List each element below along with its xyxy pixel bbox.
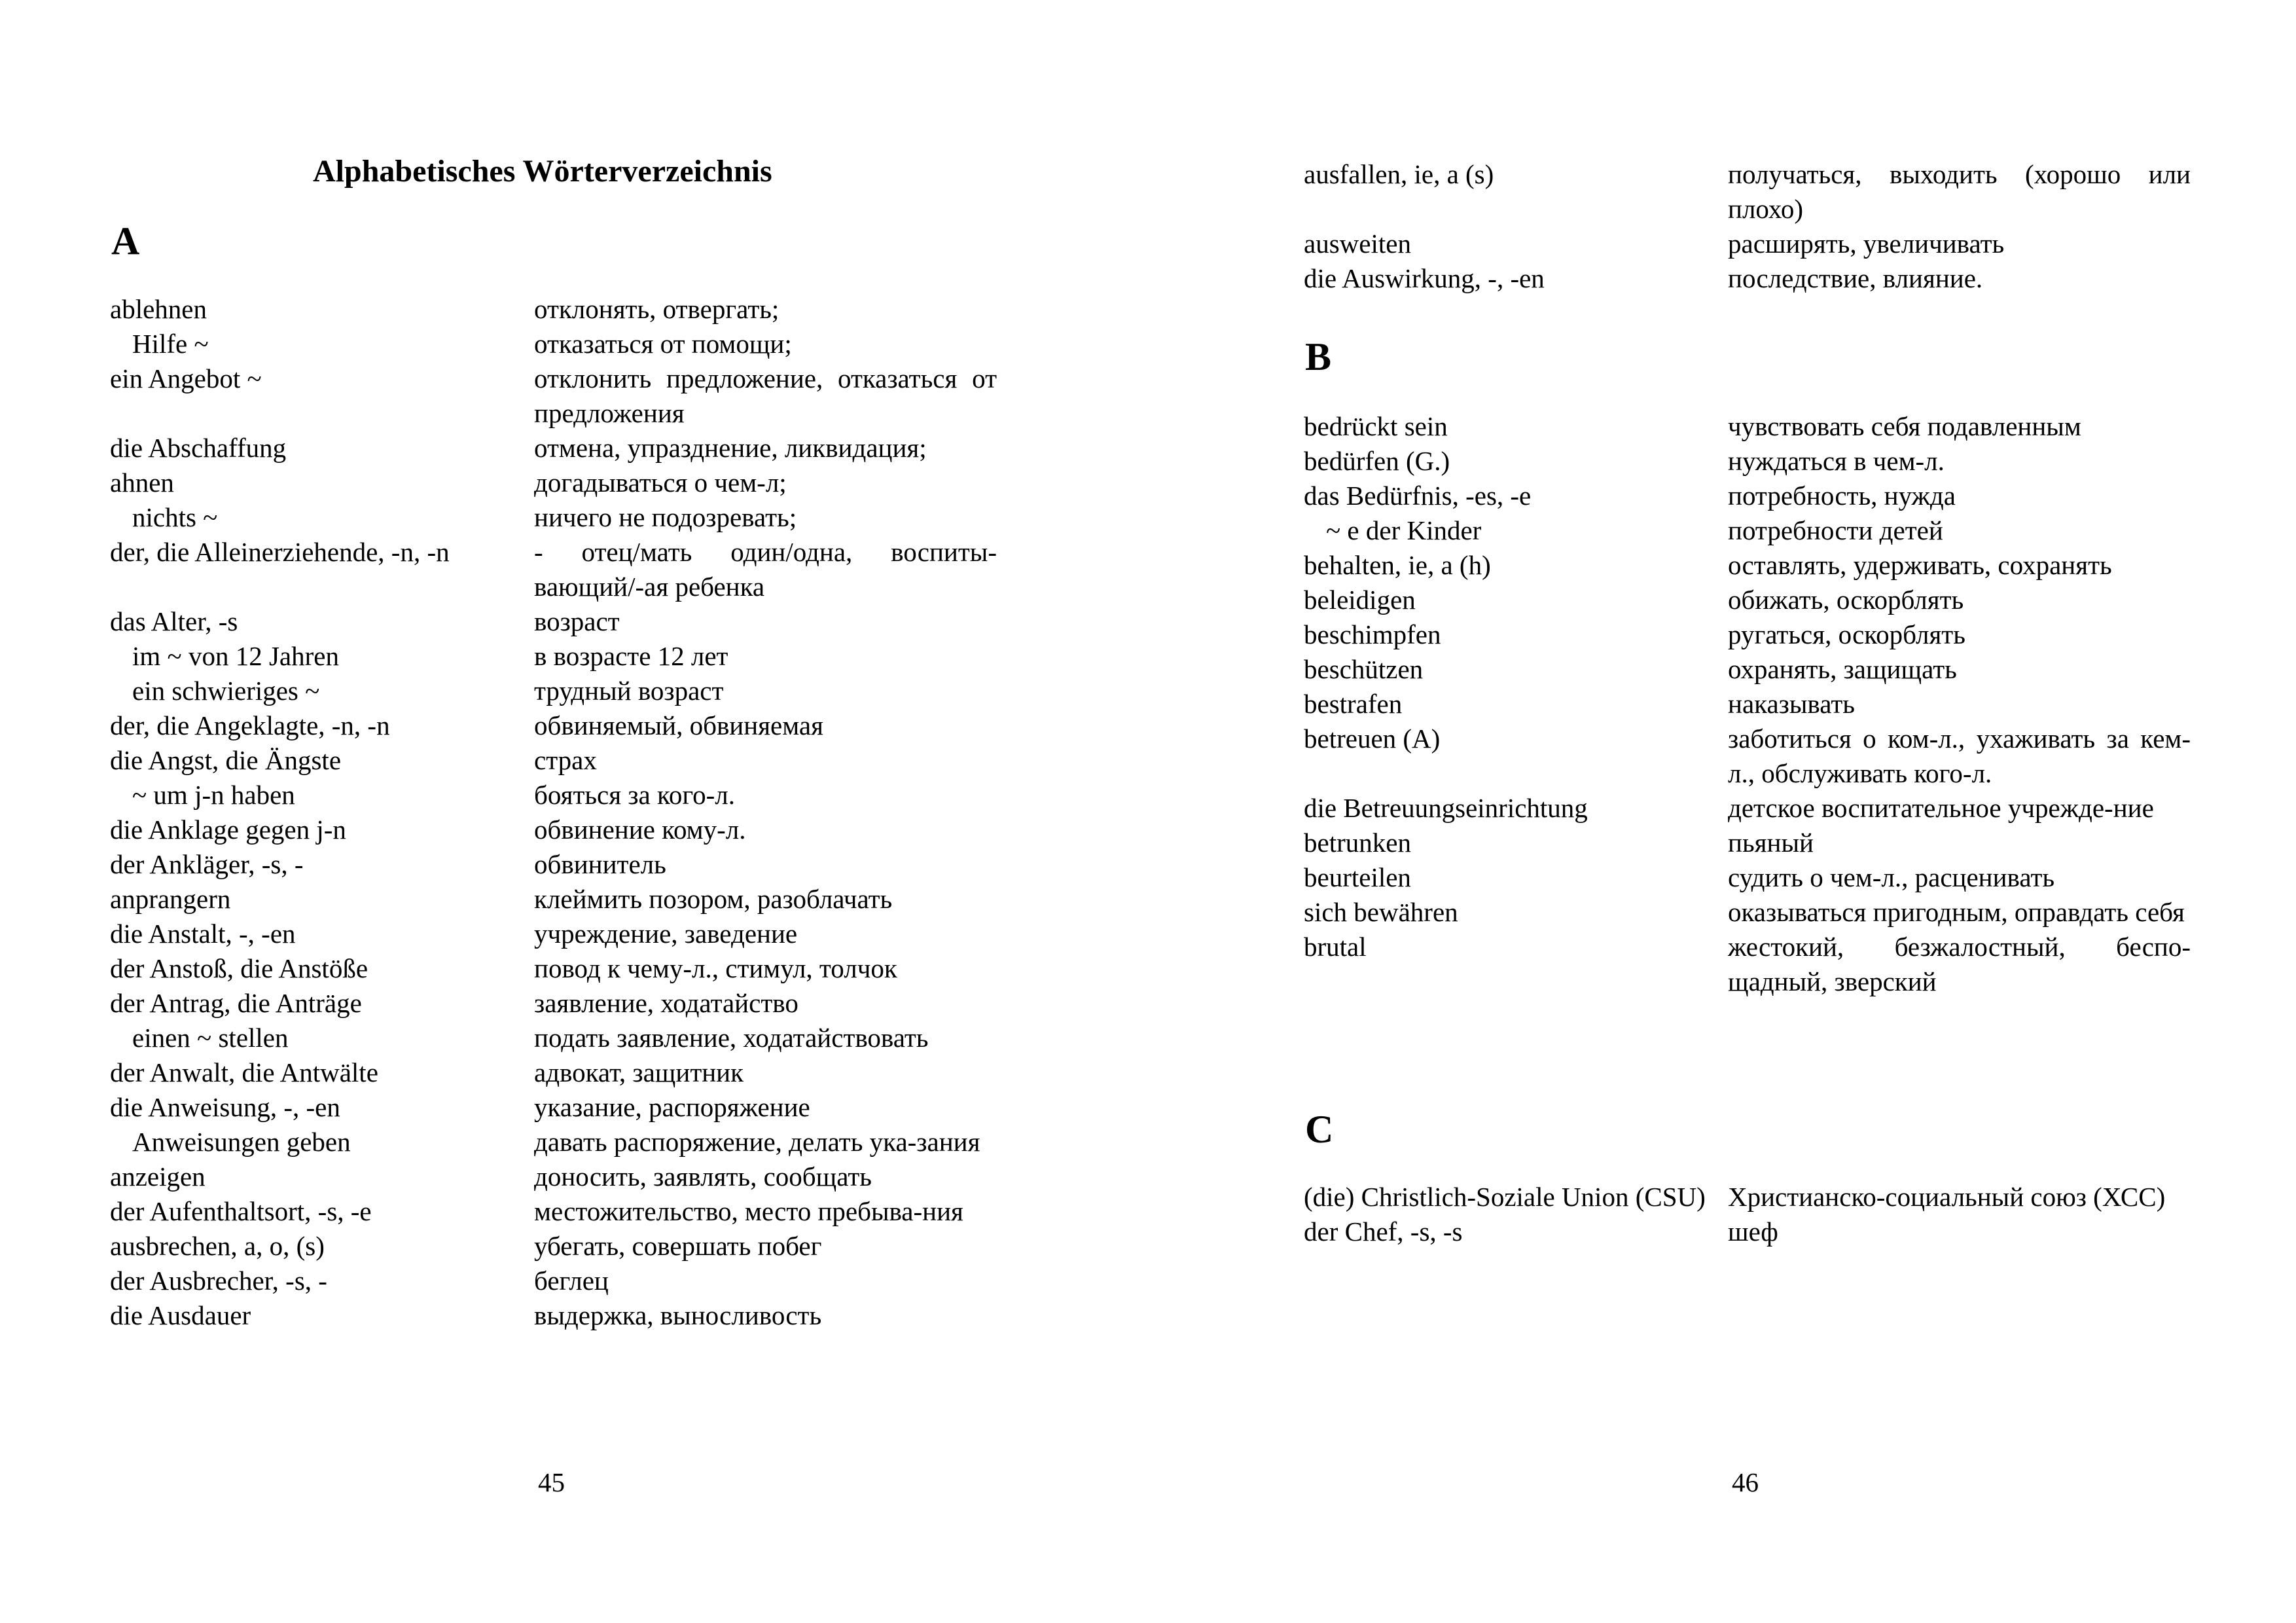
glossary-entry (110, 812, 997, 847)
section-letter-a: A (111, 219, 140, 263)
german-term: die Betreuungseinrichtung (1304, 793, 1588, 823)
german-term: ablehnen (110, 294, 207, 324)
glossary-entry (110, 327, 997, 361)
german-term: beleidigen (1304, 585, 1416, 615)
russian-translation: обижать, оскорблять (1728, 585, 1964, 615)
russian-translation: жестокий, безжалостный, беспо-щадный, зверский (1728, 932, 2191, 996)
glossary-entry (110, 1021, 997, 1055)
german-term: einen ~ stellen (132, 1023, 289, 1053)
glossary-entry (110, 1055, 997, 1090)
german-term: die Anstalt, -, -en (110, 919, 296, 949)
russian-translation: отмена, упразднение, ликвидация; (534, 433, 927, 463)
russian-translation: потребности детей (1728, 515, 1943, 545)
glossary-entry (1304, 791, 2191, 826)
german-term: die Angst, die Ängste (110, 745, 342, 775)
glossary-entry (110, 1125, 997, 1159)
russian-translation: выдержка, выносливость (534, 1300, 822, 1330)
russian-translation: расширять, увеличивать (1728, 228, 2005, 259)
glossary-entry (1304, 826, 2191, 860)
russian-translation: убегать, совершать побег (534, 1231, 822, 1261)
german-term: Anweisungen geben (132, 1127, 351, 1157)
german-term: die Ausdauer (110, 1300, 251, 1330)
glossary-entry (110, 1194, 997, 1229)
russian-translation: ругаться, оскорблять (1728, 619, 1965, 649)
german-term: nichts ~ (132, 502, 218, 532)
german-term: die Anweisung, -, -en (110, 1092, 340, 1122)
german-term: sich bewähren (1304, 897, 1458, 927)
german-term: betrunken (1304, 828, 1411, 858)
german-term: das Bedürfnis, -es, -e (1304, 481, 1532, 511)
russian-translation: обвинитель (534, 849, 666, 879)
russian-translation: судить о чем-л., расценивать (1728, 862, 2055, 892)
german-term: der, die Alleinerziehende, -n, -n (110, 537, 450, 567)
german-term: beschimpfen (1304, 619, 1441, 649)
russian-translation: доносить, заявлять, сообщать (534, 1161, 872, 1192)
glossary-entry (110, 1298, 997, 1333)
glossary-entry (110, 639, 997, 674)
russian-translation: повод к чему-л., стимул, толчок (534, 953, 897, 983)
glossary-entry (1304, 1214, 2191, 1249)
russian-translation: детское воспитательное учрежде-ние (1728, 793, 2154, 823)
glossary-entry (1304, 1180, 2191, 1214)
russian-translation: беглец (534, 1266, 609, 1296)
german-term: beurteilen (1304, 862, 1411, 892)
glossary-entry (110, 986, 997, 1021)
russian-translation: адвокат, защитник (534, 1057, 744, 1087)
russian-translation: возраст (534, 606, 620, 636)
glossary-entry (110, 535, 997, 604)
page-title: Alphabetisches Wörterverzeichnis (313, 154, 772, 189)
german-term: der Ausbrecher, -s, - (110, 1266, 327, 1296)
russian-translation: указание, распоряжение (534, 1092, 810, 1122)
section-letter-c: C (1305, 1108, 1334, 1151)
german-term: im ~ von 12 Jahren (132, 641, 339, 671)
glossary-entry (110, 1229, 997, 1264)
german-term: Hilfe ~ (132, 329, 209, 359)
glossary-entry (1304, 860, 2191, 895)
glossary-entry (110, 292, 997, 327)
russian-translation: потребность, нужда (1728, 481, 1956, 511)
glossary-entry (110, 708, 997, 743)
glossary-entry (1304, 930, 2191, 999)
russian-translation: получаться, выходить (хорошо или плохо) (1728, 159, 2191, 224)
german-term: ausweiten (1304, 228, 1411, 259)
german-term: ausfallen, ie, a (s) (1304, 159, 1494, 189)
russian-translation: нуждаться в чем-л. (1728, 446, 1945, 476)
glossary-entry (1304, 548, 2191, 583)
russian-translation: оказываться пригодным, оправдать себя (1728, 897, 2185, 927)
glossary-entry (1304, 479, 2191, 513)
glossary-entry (1304, 895, 2191, 930)
russian-translation: - отец/мать один/одна, воспиты-вающий/-ая ребенка (534, 537, 997, 602)
glossary-entry (110, 500, 997, 535)
german-term: das Alter, -s (110, 606, 238, 636)
glossary-entry (110, 1159, 997, 1194)
russian-translation: охранять, защищать (1728, 654, 1957, 684)
russian-translation: заботиться о ком-л., ухаживать за кем-л., обслуживать кого-л. (1728, 723, 2191, 788)
glossary-entry (110, 465, 997, 500)
russian-translation: отклонять, отвергать; (534, 294, 780, 324)
page-number: 45 (538, 1467, 565, 1497)
glossary-entry (1304, 444, 2191, 479)
glossary-entry (1304, 652, 2191, 687)
russian-translation: отклонить предложение, отказаться от предложения (534, 363, 997, 428)
russian-translation: наказывать (1728, 689, 1855, 719)
section-letter-b: B (1305, 335, 1332, 378)
german-term: der Chef, -s, -s (1304, 1216, 1463, 1247)
glossary-entry (110, 674, 997, 708)
german-term: betreuen (A) (1304, 723, 1441, 754)
german-term: bestrafen (1304, 689, 1403, 719)
glossary-entry (110, 951, 997, 986)
russian-translation: шеф (1728, 1216, 1778, 1247)
entry-list-a (110, 292, 997, 1333)
russian-translation: обвинение кому-л. (534, 814, 746, 845)
glossary-entry (110, 882, 997, 917)
german-term: die Auswirkung, -, -en (1304, 263, 1545, 293)
russian-translation: догадываться о чем-л; (534, 467, 787, 498)
russian-translation: отказаться от помощи; (534, 329, 792, 359)
glossary-entry (110, 917, 997, 951)
glossary-entry (1304, 583, 2191, 617)
german-term: beschützen (1304, 654, 1424, 684)
german-term: ahnen (110, 467, 174, 498)
german-term: anzeigen (110, 1161, 206, 1192)
german-term: ~ e der Kinder (1326, 515, 1482, 545)
russian-translation: подать заявление, ходатайствовать (534, 1023, 929, 1053)
glossary-entry (110, 431, 997, 465)
russian-translation: трудный возраст (534, 676, 724, 706)
glossary-entry (110, 361, 997, 431)
russian-translation: оставлять, удерживать, сохранять (1728, 550, 2112, 580)
glossary-entry (1304, 687, 2191, 721)
russian-translation: страх (534, 745, 597, 775)
glossary-entry (110, 1090, 997, 1125)
page-number: 46 (1732, 1467, 1759, 1497)
right-page (1148, 0, 2296, 1623)
glossary-entry (110, 1264, 997, 1298)
russian-translation: учреждение, заведение (534, 919, 798, 949)
glossary-entry (1304, 157, 2191, 227)
glossary-entry (1304, 227, 2191, 261)
german-term: der Anwalt, die Antwälte (110, 1057, 378, 1087)
russian-translation: в возрасте 12 лет (534, 641, 728, 671)
russian-translation: Христианско-социальный союз (ХСС) (1728, 1182, 2166, 1212)
glossary-entry (110, 743, 997, 778)
glossary-entry (1304, 617, 2191, 652)
russian-translation: клеймить позором, разоблачать (534, 884, 893, 914)
german-term: ~ um j-n haben (132, 780, 295, 810)
german-term: der, die Angeklagte, -n, -n (110, 710, 390, 740)
german-term: brutal (1304, 932, 1367, 962)
russian-translation: заявление, ходатайство (534, 988, 798, 1018)
russian-translation: пьяный (1728, 828, 1814, 858)
german-term: der Ankläger, -s, - (110, 849, 304, 879)
german-term: der Anstoß, die Anstöße (110, 953, 368, 983)
german-term: (die) Christlich-Soziale Union (CSU) (1304, 1182, 1706, 1212)
glossary-entry (110, 847, 997, 882)
german-term: anprangern (110, 884, 231, 914)
russian-translation: последствие, влияние. (1728, 263, 1983, 293)
glossary-entry (1304, 261, 2191, 296)
german-term: bedrückt sein (1304, 411, 1448, 441)
german-term: ein Angebot ~ (110, 363, 262, 393)
russian-translation: местожительство, место пребыва-ния (534, 1196, 963, 1226)
glossary-entry (1304, 409, 2191, 444)
german-term: ausbrechen, a, o, (s) (110, 1231, 325, 1261)
entry-list-continued (1304, 157, 2191, 296)
russian-translation: ничего не подозревать; (534, 502, 797, 532)
german-term: die Abschaffung (110, 433, 287, 463)
glossary-entry (1304, 721, 2191, 791)
russian-translation: давать распоряжение, делать ука-зания (534, 1127, 980, 1157)
russian-translation: бояться за кого-л. (534, 780, 735, 810)
german-term: die Anklage gegen j-n (110, 814, 346, 845)
german-term: ein schwieriges ~ (132, 676, 320, 706)
german-term: der Aufenthaltsort, -s, -e (110, 1196, 372, 1226)
entry-list-b (1304, 409, 2191, 999)
glossary-entry (110, 604, 997, 639)
german-term: bedürfen (G.) (1304, 446, 1450, 476)
russian-translation: обвиняемый, обвиняемая (534, 710, 823, 740)
german-term: der Antrag, die Anträge (110, 988, 362, 1018)
glossary-entry (1304, 513, 2191, 548)
glossary-entry (110, 778, 997, 812)
entry-list-c (1304, 1180, 2191, 1249)
german-term: behalten, ie, a (h) (1304, 550, 1491, 580)
russian-translation: чувствовать себя подавленным (1728, 411, 2081, 441)
